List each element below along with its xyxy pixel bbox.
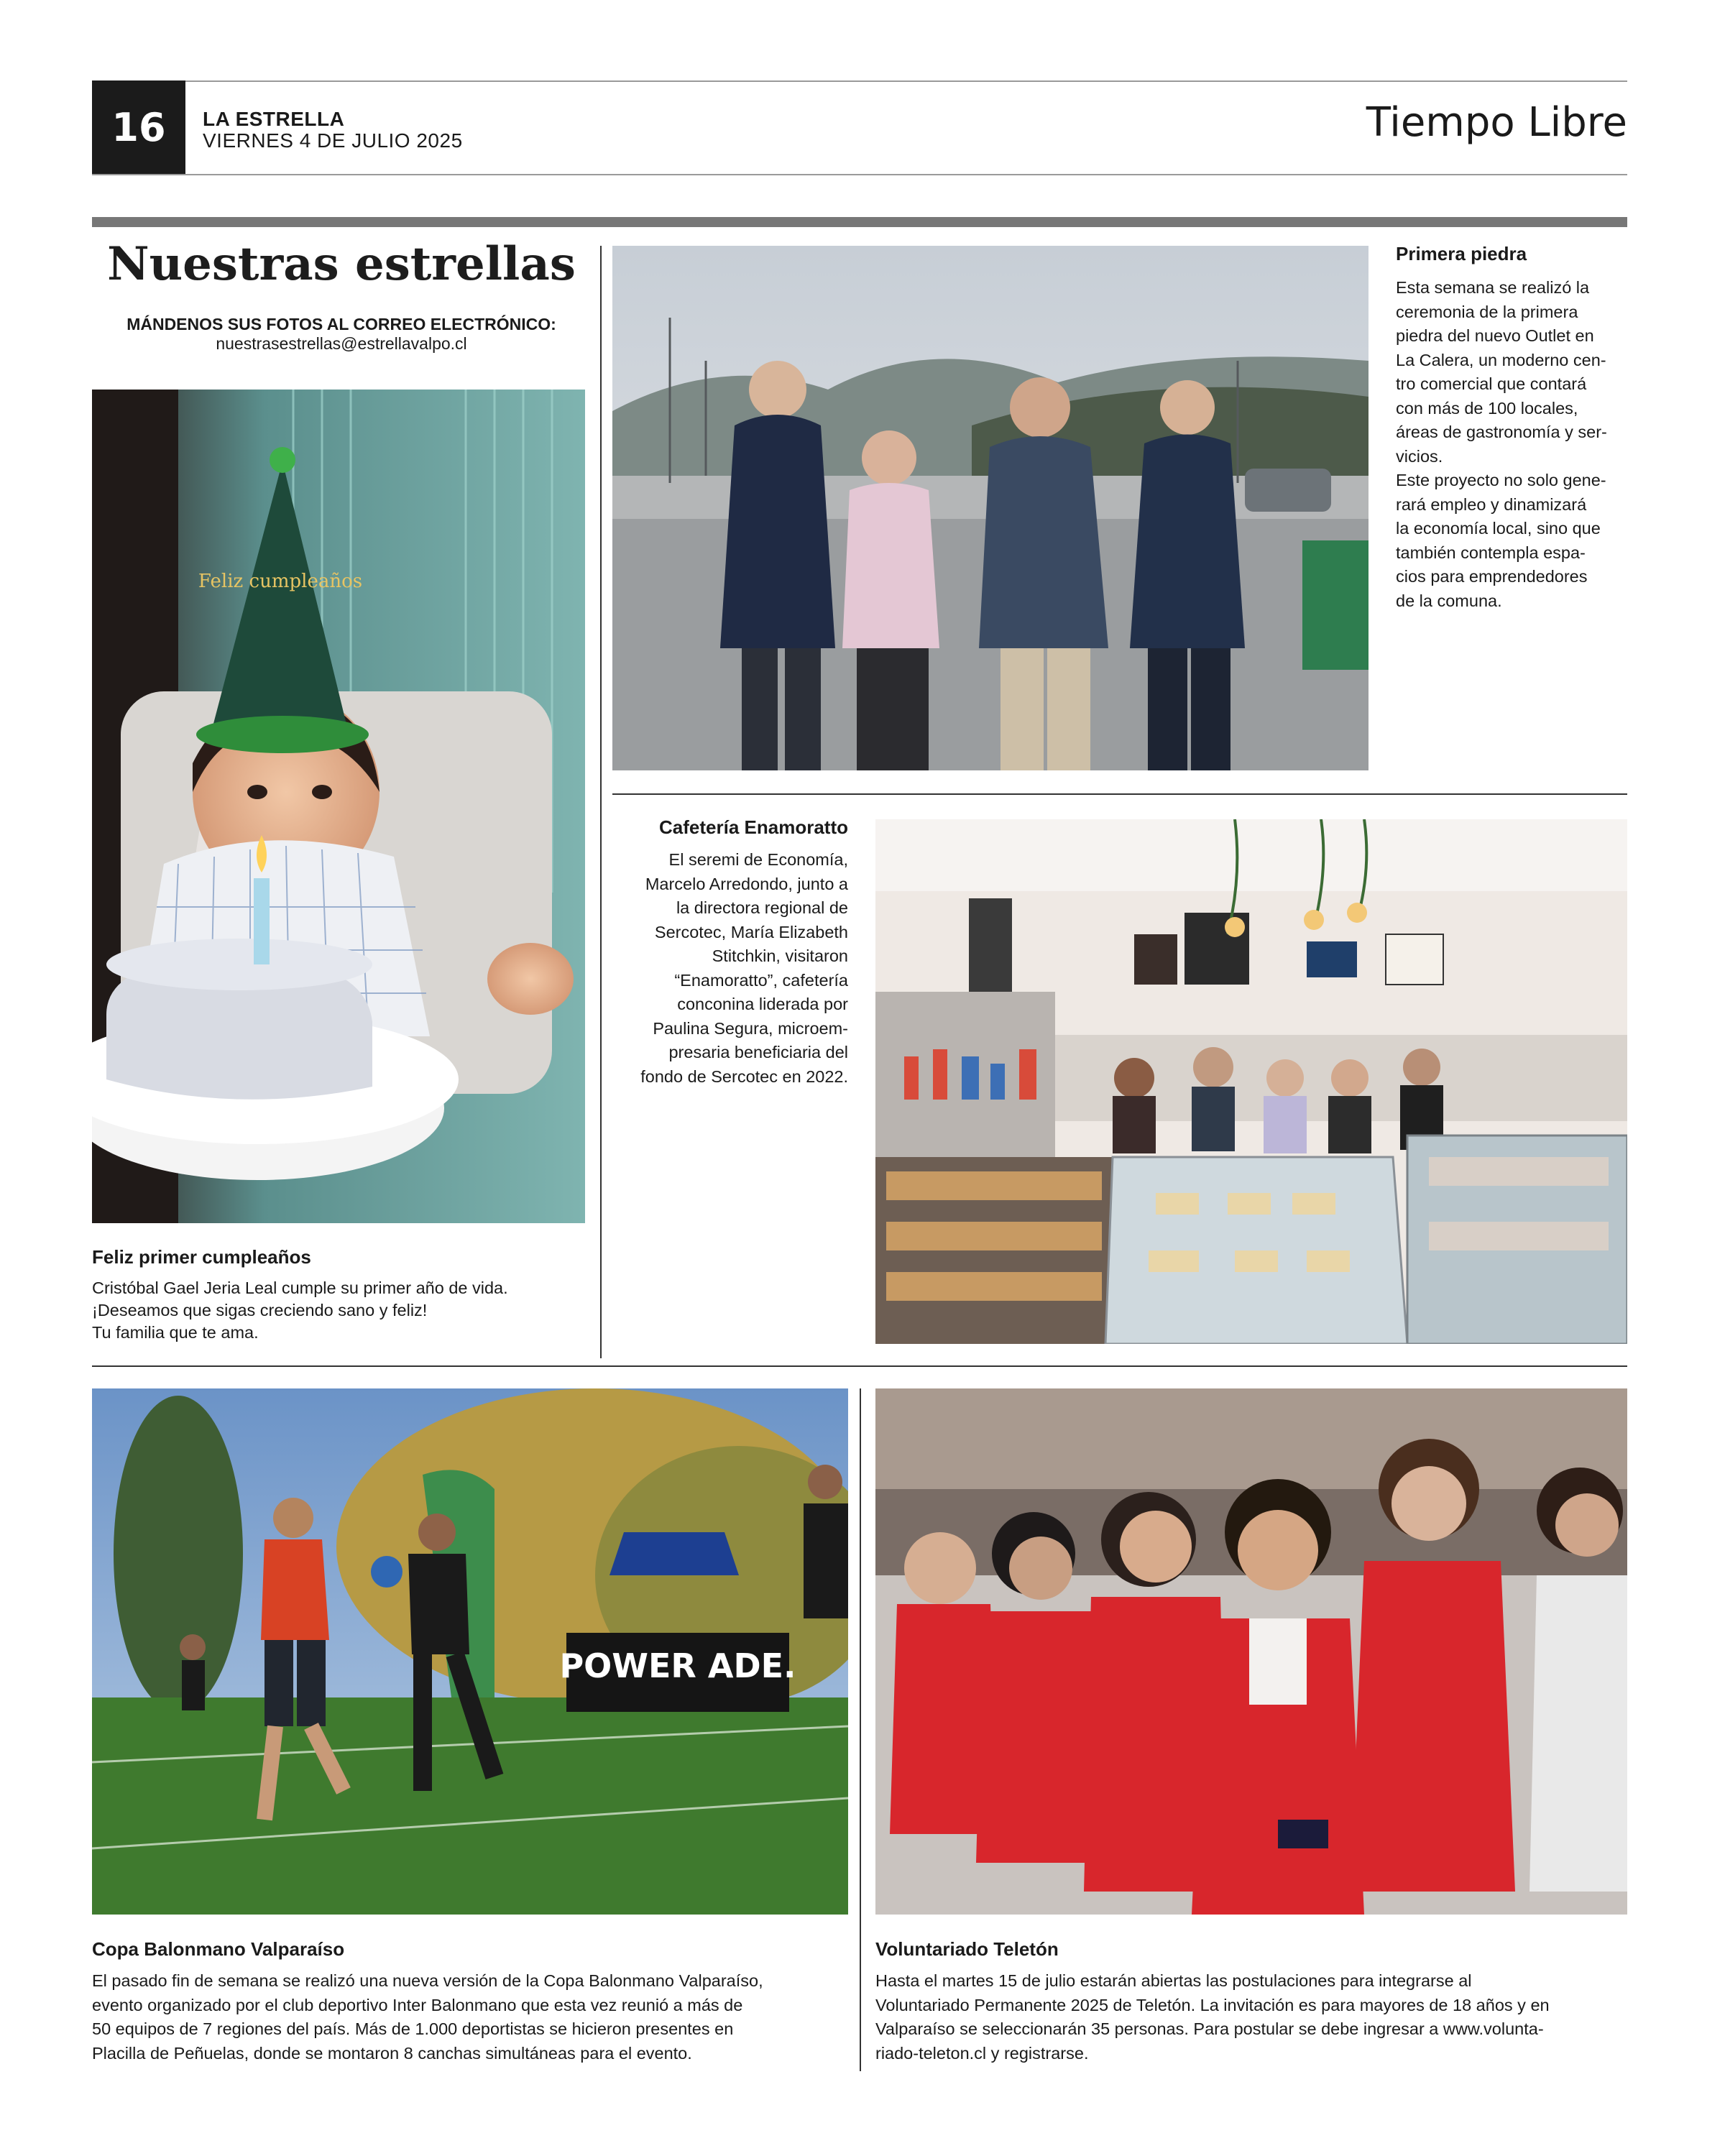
row-divider-bottom [92,1365,1627,1367]
cafeteria-line: conconina liderada por [677,995,848,1013]
primera-piedra-line: vicios. [1396,446,1443,466]
cafeteria-line: la directora regional de [676,898,848,917]
header-bottom-rule [92,174,1627,175]
teleton-line: Valparaíso se seleccionarán 35 personas. Para postular se debe ingresar a www.volunta- [875,2019,1544,2038]
primera-piedra-line: áreas de gastronomía y ser- [1396,423,1607,441]
cafeteria-line: fondo de Sercotec en 2022. [640,1067,848,1086]
cafeteria-line: El seremi de Economía, [668,850,848,869]
primera-piedra-text [1396,276,1633,613]
balonmano-text [92,1969,854,2065]
birthday-text [92,1277,591,1344]
primera-piedra-line: Este proyecto no solo gene- [1396,471,1606,489]
cafeteria-line: presaria beneficiaria del [668,1043,848,1061]
newspaper-name: LA ESTRELLA [203,108,345,130]
cafeteria-line: “Enamoratto”, cafetería [674,970,848,990]
row-divider-middle [612,793,1627,795]
cafeteria-photo [875,819,1627,1344]
birthday-line: Cristóbal Gael Jeria Leal cumple su primer año de vida. [92,1279,508,1297]
cafeteria-line: Stitchkin, visitaron [712,946,848,965]
birthday-line: ¡Deseamos que sigas creciendo sano y feliz! [92,1301,428,1319]
issue-date: VIERNES 4 DE JULIO 2025 [203,129,463,152]
send-photos-email: nuestrasestrellas@estrellavalpo.cl [216,334,467,353]
primera-piedra-line: La Calera, un moderno cen- [1396,350,1606,369]
birthday-line: Tu familia que te ama. [92,1323,259,1342]
primera-piedra-line: cios para emprendedores [1396,567,1588,586]
cafeteria-line: Sercotec, María Elizabeth [654,922,848,941]
outlet-ceremony-photo [612,246,1368,770]
page-number: 16 [92,80,185,174]
section-top-bar [92,217,1627,227]
column-title: Nuestras estrellas [107,237,576,291]
cafeteria-headline: Cafetería Enamoratto [659,816,848,838]
header-top-rule [92,80,1627,82]
balonmano-line: 50 equipos de 7 regiones del país. Más de 1.000 deportistas se hicieron presentes en [92,2019,734,2038]
teleton-photo [875,1388,1627,1915]
primera-piedra-line: ceremonia de la primera [1396,302,1578,321]
powerade-banner-text: POWER ADE. [559,1646,796,1685]
primera-piedra-line: de la comuna. [1396,591,1502,610]
birthday-photo [92,390,585,1223]
primera-piedra-line: con más de 100 locales, [1396,398,1578,418]
primera-piedra-line: piedra del nuevo Outlet en [1396,326,1594,345]
teleton-line: riado-teleton.cl y registrarse. [875,2043,1089,2063]
balonmano-line: evento organizado por el club deportivo Inter Balonmano que esta vez reunió a más de [92,1995,743,2014]
balonmano-line: Placilla de Peñuelas, donde se montaron 8 canchas simultáneas para el evento. [92,2043,692,2063]
section-title: Tiempo Libre [1366,99,1627,146]
hat-text: Feliz cumpleaños [198,571,363,592]
teleton-text [875,1969,1637,2065]
cafeteria-line: Paulina Segura, microem- [653,1018,848,1038]
birthday-headline: Feliz primer cumpleaños [92,1246,311,1268]
cafeteria-line: Marcelo Arredondo, junto a [645,874,848,893]
send-photos-label: MÁNDENOS SUS FOTOS AL CORREO ELECTRÓNICO: [126,315,556,333]
column-divider-left [600,246,602,1358]
primera-piedra-headline: Primera piedra [1396,243,1527,264]
primera-piedra-line: rará empleo y dinamizará [1396,494,1587,514]
teleton-line: Voluntariado Permanente 2025 de Teletón. La invitación es para mayores de 18 años y en [875,1995,1550,2014]
balonmano-headline: Copa Balonmano Valparaíso [92,1938,345,1960]
balonmano-photo [92,1388,848,1915]
primera-piedra-line: Esta semana se realizó la [1396,278,1590,297]
teleton-line: Hasta el martes 15 de julio estarán abiertas las postulaciones para integrarse al [875,1971,1472,1990]
column-divider-bottom [860,1388,861,2071]
primera-piedra-line: la economía local, sino que [1396,519,1601,538]
primera-piedra-line: tro comercial que contará [1396,374,1587,393]
primera-piedra-line: también contempla espa- [1396,543,1586,562]
cafeteria-text [604,848,848,1089]
teleton-headline: Voluntariado Teletón [875,1938,1059,1960]
balonmano-line: El pasado fin de semana se realizó una nueva versión de la Copa Balonmano Valparaíso, [92,1971,763,1990]
